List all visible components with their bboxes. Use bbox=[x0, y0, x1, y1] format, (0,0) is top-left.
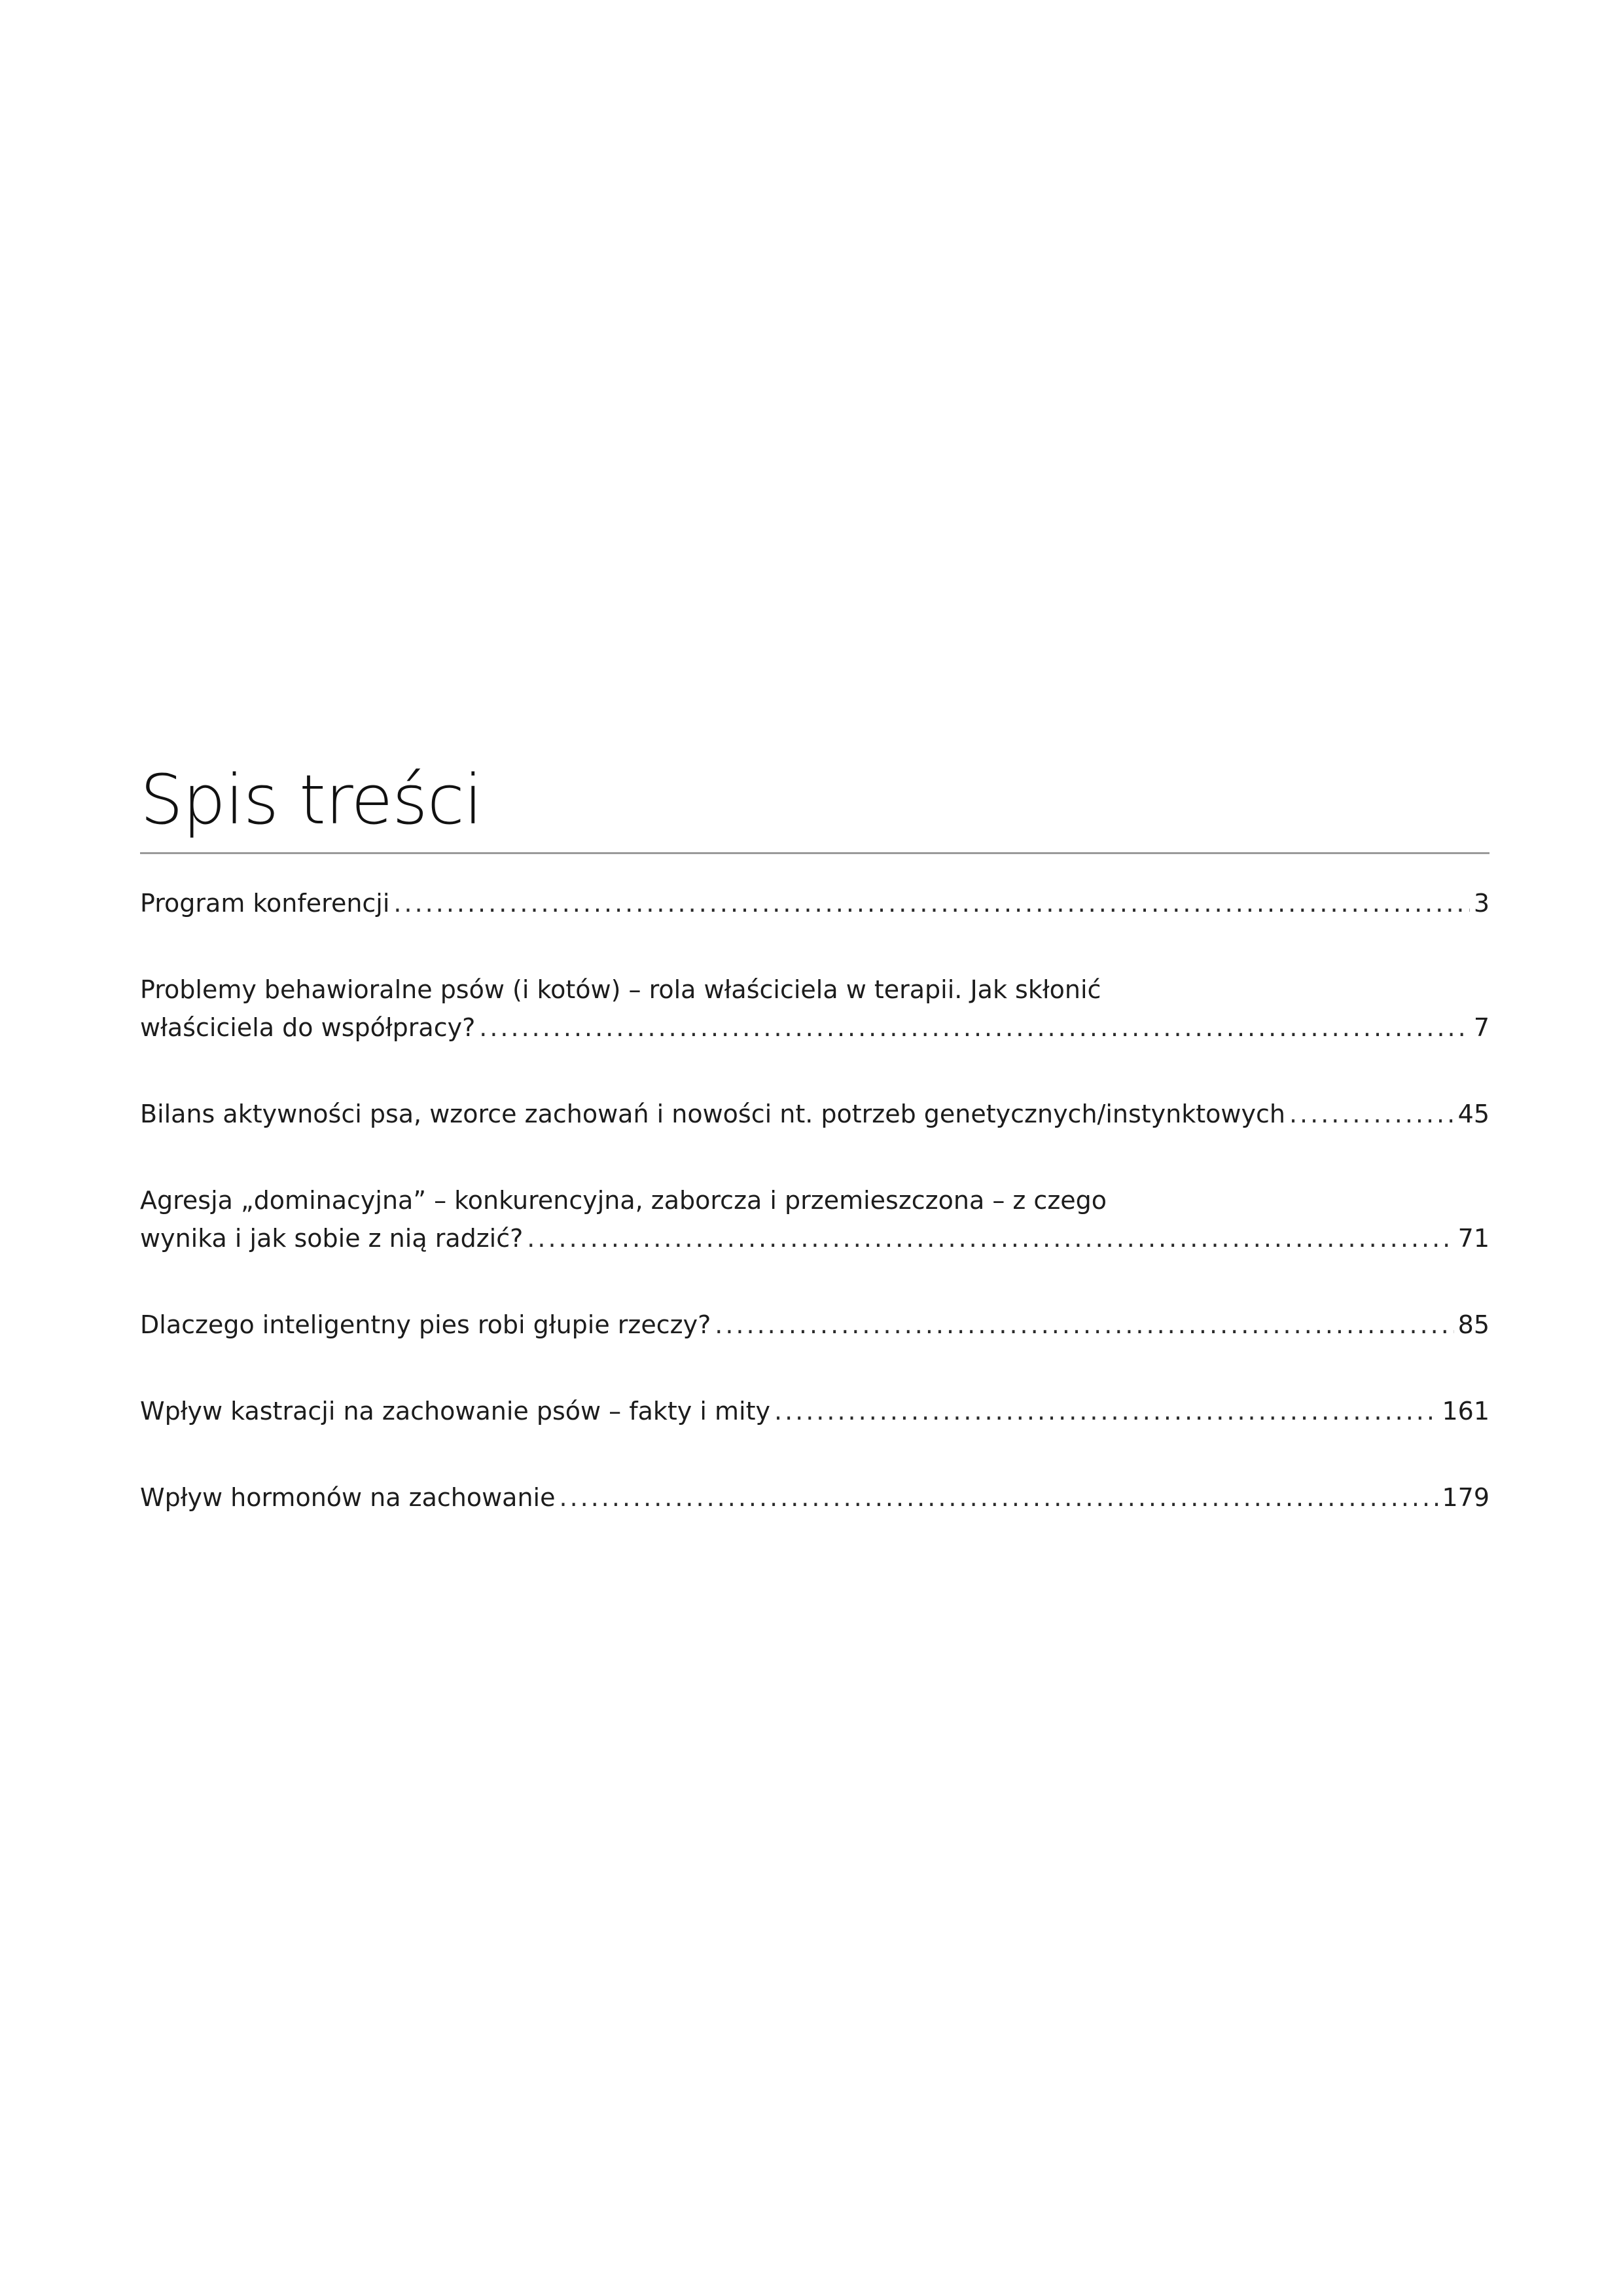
toc-entry[interactable] bbox=[140, 1479, 1489, 1516]
dot-leader bbox=[393, 884, 1469, 922]
table-of-contents bbox=[140, 760, 1489, 1565]
toc-entry-title: Bilans aktywności psa, wzorce zachowań i nowości nt. potrzeb genetycznych/instynktowych bbox=[140, 1100, 1285, 1128]
toc-entry[interactable] bbox=[140, 1095, 1489, 1133]
page-title: Spis treści bbox=[140, 760, 482, 840]
toc-entry[interactable] bbox=[140, 971, 1489, 1047]
toc-entry-title: Wpływ kastracji na zachowanie psów – fakty i mity bbox=[140, 1397, 770, 1426]
toc-entry-page: 45 bbox=[1457, 1100, 1489, 1128]
toc-entry-page: 179 bbox=[1442, 1483, 1489, 1512]
toc-entry-page: 3 bbox=[1473, 889, 1489, 918]
dot-leader bbox=[1289, 1095, 1454, 1133]
toc-entry-row bbox=[140, 1219, 1489, 1257]
dot-leader bbox=[527, 1219, 1454, 1257]
toc-entry-title: wynika i jak sobie z nią radzić? bbox=[140, 1224, 524, 1253]
dot-leader bbox=[559, 1479, 1438, 1516]
toc-entry[interactable] bbox=[140, 1392, 1489, 1430]
toc-entry-row bbox=[140, 1095, 1489, 1133]
toc-entry-page: 161 bbox=[1442, 1397, 1489, 1426]
toc-entry-row bbox=[140, 1306, 1489, 1344]
dot-leader bbox=[479, 1009, 1470, 1047]
toc-entry-page: 7 bbox=[1473, 1013, 1489, 1042]
toc-entry-row bbox=[140, 1009, 1489, 1047]
toc-entry-title-line1: Problemy behawioralne psów (i kotów) – rola właściciela w terapii. Jak skłonić bbox=[140, 975, 1101, 1004]
title-divider bbox=[140, 852, 1489, 854]
dot-leader bbox=[715, 1306, 1454, 1344]
toc-entry-page: 71 bbox=[1457, 1224, 1489, 1253]
toc-entry[interactable] bbox=[140, 884, 1489, 922]
toc-entry[interactable] bbox=[140, 1181, 1489, 1257]
toc-entry-page: 85 bbox=[1457, 1310, 1489, 1339]
toc-list bbox=[140, 884, 1489, 1516]
toc-entry-title: Program konferencji bbox=[140, 889, 390, 918]
toc-entry-title: Wpływ hormonów na zachowanie bbox=[140, 1483, 556, 1512]
toc-entry-title-line1: Agresja „dominacyjna” – konkurencyjna, zaborcza i przemieszczona – z czego bbox=[140, 1186, 1107, 1215]
toc-entry-row bbox=[140, 884, 1489, 922]
toc-entry[interactable] bbox=[140, 1306, 1489, 1344]
toc-entry-row bbox=[140, 1392, 1489, 1430]
toc-entry-title: Dlaczego inteligentny pies robi głupie rzeczy? bbox=[140, 1310, 711, 1339]
toc-entry-row bbox=[140, 1479, 1489, 1516]
dot-leader bbox=[774, 1392, 1438, 1430]
toc-entry-title: właściciela do współpracy? bbox=[140, 1013, 476, 1042]
